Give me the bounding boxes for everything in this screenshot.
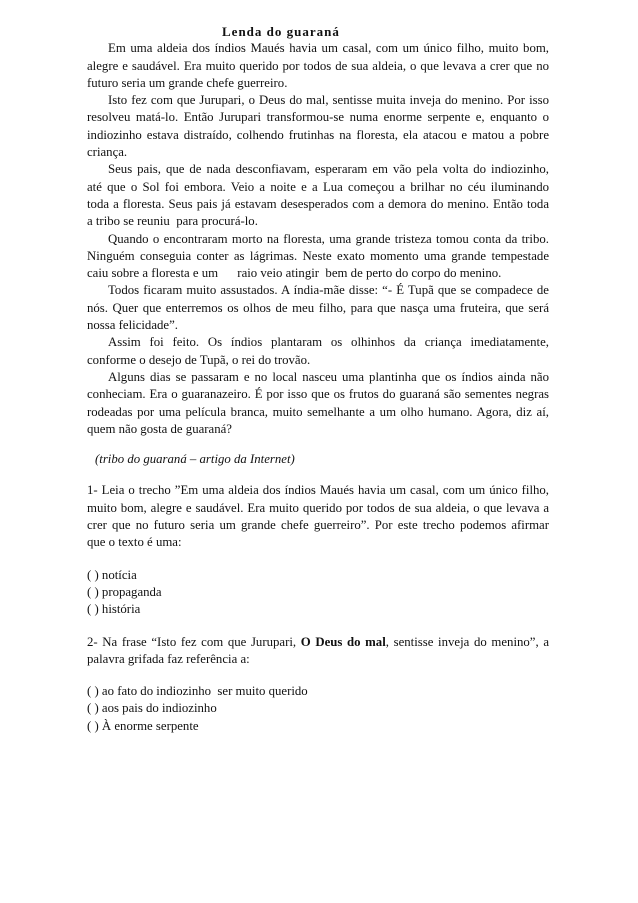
- paragraph: [87, 40, 549, 92]
- answer-option: ( ) notícia: [87, 567, 137, 582]
- paragraph-line: indiozinho estava distraído, colhendo frutinhas na floresta, ela atacou e matou a pobre: [87, 127, 549, 142]
- answer-option: ( ) propaganda: [87, 584, 162, 599]
- paragraph-line: conforme o desejo de Tupã, o rei do trovão.: [87, 352, 311, 367]
- paragraph-line: nossa felicidade”.: [87, 318, 178, 333]
- answer-option: ( ) história: [87, 602, 141, 617]
- document-content: [87, 23, 549, 735]
- question-text: 2- Na frase “Isto fez com que Jurupari,: [87, 634, 301, 649]
- question-1: [87, 482, 549, 551]
- paragraph: [87, 334, 549, 369]
- highlighted-phrase: O Deus do mal: [300, 634, 386, 649]
- paragraph: [87, 92, 549, 161]
- paragraph-line: Ninguém conseguia conter as lágrimas. Neste exato momento uma grande tempestade: [87, 248, 549, 263]
- paragraph-line: resolveu matá-lo. Então Jurupari transformou-se numa enorme serpente e, enquanto o: [87, 110, 549, 125]
- paragraph-line: Alguns dias se passaram e no local nasceu uma plantinha que os índios ainda não: [108, 369, 549, 384]
- paragraph-line: Todos ficaram muito assustados. A índia-mãe disse: “- É Tupã que se compadece de: [108, 283, 549, 298]
- paragraph-line: rodeadas por uma película branca, muito semelhante a um olho humano. Agora, diz aí,: [87, 404, 549, 419]
- question-line: que o texto é uma:: [87, 535, 182, 550]
- document-title: Lenda do guaraná: [222, 24, 340, 39]
- paragraph-line: nós. Quer que enterremos os olhos de meu filho, para que nasça uma fruteira, que será: [87, 300, 549, 315]
- source-citation: (tribo do guaraná – artigo da Internet): [95, 452, 295, 467]
- answer-option: ( ) ao fato do indiozinho ser muito querido: [87, 684, 308, 699]
- paragraph-line: toda a floresta. Seus pais já estavam desesperados com a demora do menino. Então toda: [87, 196, 549, 211]
- paragraph: [87, 231, 549, 283]
- paragraph: [87, 161, 549, 230]
- question-line: [87, 634, 549, 651]
- question-line: palavra grifada faz referência a:: [87, 651, 250, 666]
- paragraph-line: conheciam. Era o guaranazeiro. É por isso que os frutos do guaraná são sementes negras: [87, 387, 549, 402]
- paragraph-line: quem não gosta de guaraná?: [87, 421, 232, 436]
- question-line: 1- Leia o trecho ”Em uma aldeia dos índios Maués havia um casal, com um único filho,: [87, 483, 549, 498]
- question-2-options: [87, 683, 549, 735]
- paragraph-line: Assim foi feito. Os índios plantaram os olhinhos da criança imediatamente,: [108, 335, 549, 350]
- question-line: crer que no futuro seria um grande chefe guerreiro”. Por este trecho podemos afirmar: [87, 518, 549, 533]
- answer-option: ( ) À enorme serpente: [87, 718, 199, 733]
- paragraph: [87, 369, 549, 438]
- paragraph-line: Seus pais, que de nada desconfiavam, esperaram em vão pela volta do indiozinho,: [108, 162, 549, 177]
- paragraph-line: caiu sobre a floresta e um raio veio atingir bem de perto do corpo do menino.: [87, 266, 502, 281]
- paragraph-line: futuro seria um grande chefe guerreiro.: [87, 75, 288, 90]
- question-1-options: [87, 567, 549, 619]
- paragraph: [87, 282, 549, 334]
- paragraph-line: Isto fez com que Jurupari, o Deus do mal, sentisse muita inveja do menino. Por isso: [108, 93, 549, 108]
- question-text: , sentisse inveja do menino”, a: [385, 634, 549, 649]
- question-2: [87, 634, 549, 669]
- paragraph-line: alegre e saudável. Era muito querido por todos de sua aldeia, o que levava a crer que no: [87, 58, 549, 73]
- question-line: muito bom, alegre e saudável. Era muito querido por todos de sua aldeia, o que levava a: [87, 500, 549, 515]
- answer-option: ( ) aos pais do indiozinho: [87, 701, 217, 716]
- paragraph-line: criança.: [87, 145, 128, 160]
- paragraph-line: Em uma aldeia dos índios Maués havia um casal, com um único filho, muito bom,: [108, 41, 549, 56]
- paragraph-line: Quando o encontraram morto na floresta, uma grande tristeza tomou conta da tribo.: [108, 231, 549, 246]
- paragraph-line: a tribo se reuniu para procurá-lo.: [87, 214, 258, 229]
- paragraph-line: até que o Sol foi embora. Veio a noite e a Lua começou a brilhar no céu iluminando: [87, 179, 549, 194]
